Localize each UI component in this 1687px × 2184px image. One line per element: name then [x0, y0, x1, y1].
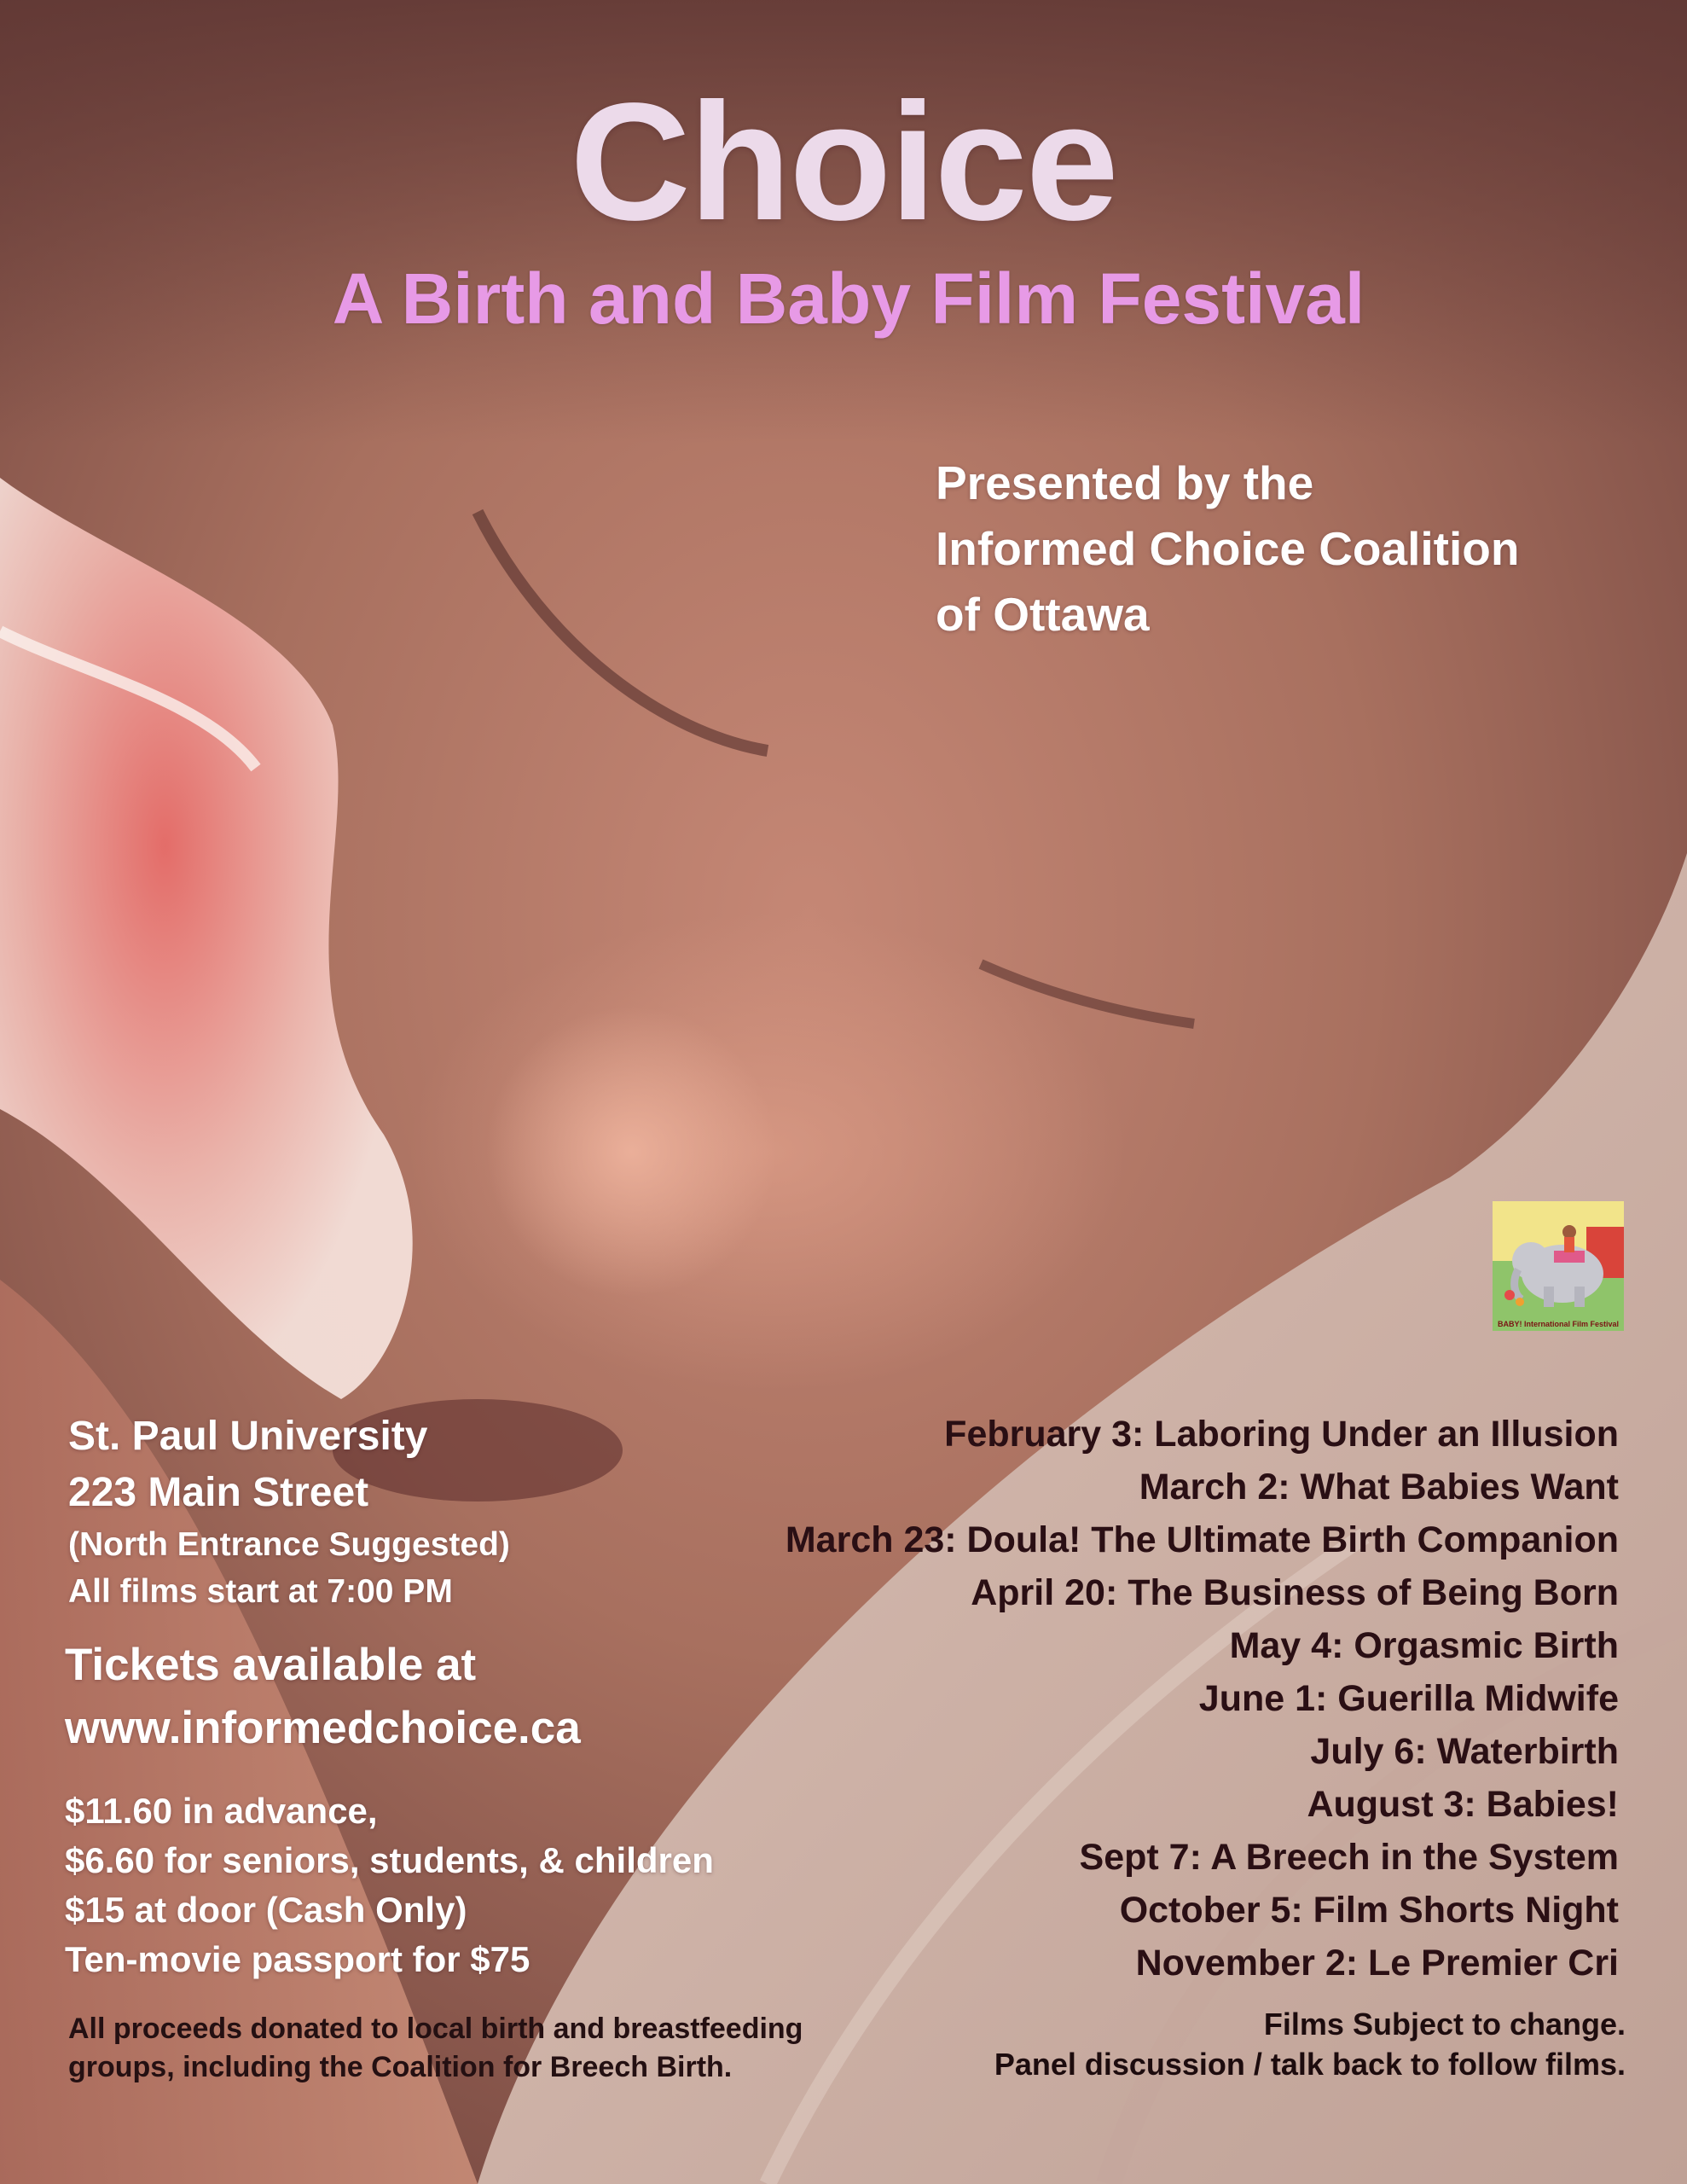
- venue-info: [68, 1409, 510, 1615]
- price-line: $11.60 in advance,: [65, 1791, 378, 1831]
- venue-name: St. Paul University: [68, 1414, 428, 1459]
- schedule-item: April 20: The Business of Being Born: [971, 1572, 1619, 1613]
- festival-title: Choice: [570, 68, 1117, 255]
- tickets-info: [65, 1634, 581, 1760]
- schedule-item: November 2: Le Premier Cri: [1135, 1943, 1619, 1984]
- presenter-credit: [936, 450, 1519, 648]
- proceeds-line: All proceeds donated to local birth and breastfeeding: [68, 2013, 803, 2045]
- price-line: $6.60 for seniors, students, & children: [65, 1840, 714, 1880]
- schedule-item: October 5: Film Shorts Night: [1119, 1890, 1619, 1931]
- price-line: Ten-movie passport for $75: [65, 1939, 530, 1979]
- venue-entrance-note: (North Entrance Suggested): [68, 1526, 510, 1563]
- festival-subtitle: A Birth and Baby Film Festival: [332, 258, 1365, 339]
- tickets-label: Tickets available at: [65, 1640, 477, 1690]
- proceeds-note: [68, 2010, 803, 2087]
- price-line: $15 at door (Cash Only): [65, 1890, 467, 1930]
- schedule-item: June 1: Guerilla Midwife: [1198, 1678, 1619, 1719]
- schedule-item: March 23: Doula! The Ultimate Birth Companion: [785, 1519, 1619, 1560]
- elephant-logo-icon: [1493, 1201, 1624, 1331]
- film-schedule: [595, 1408, 1619, 1989]
- proceeds-line: groups, including the Coalition for Breech Birth.: [68, 2051, 733, 2083]
- schedule-note: Panel discussion / talk back to follow films.: [994, 2047, 1626, 2082]
- presenter-line: of Ottawa: [936, 588, 1150, 641]
- logo-caption: BABY! International Film Festival: [1497, 1320, 1620, 1328]
- schedule-note: Films Subject to change.: [1263, 2007, 1626, 2042]
- presenter-line: Informed Choice Coalition: [936, 522, 1520, 575]
- presenter-line: Presented by the: [936, 456, 1314, 509]
- schedule-item: May 4: Orgasmic Birth: [1229, 1625, 1619, 1666]
- schedule-item: August 3: Babies!: [1307, 1784, 1619, 1825]
- tickets-url: www.informedchoice.ca: [65, 1703, 581, 1753]
- schedule-item: July 6: Waterbirth: [1310, 1731, 1619, 1772]
- baby-film-festival-logo: [1493, 1201, 1624, 1331]
- schedule-item: Sept 7: A Breech in the System: [1079, 1837, 1619, 1878]
- schedule-item: February 3: Laboring Under an Illusion: [944, 1414, 1619, 1455]
- venue-start-time: All films start at 7:00 PM: [68, 1573, 453, 1610]
- schedule-item: March 2: What Babies Want: [1139, 1467, 1619, 1507]
- venue-address: 223 Main Street: [68, 1470, 369, 1515]
- schedule-notes: [773, 2004, 1626, 2084]
